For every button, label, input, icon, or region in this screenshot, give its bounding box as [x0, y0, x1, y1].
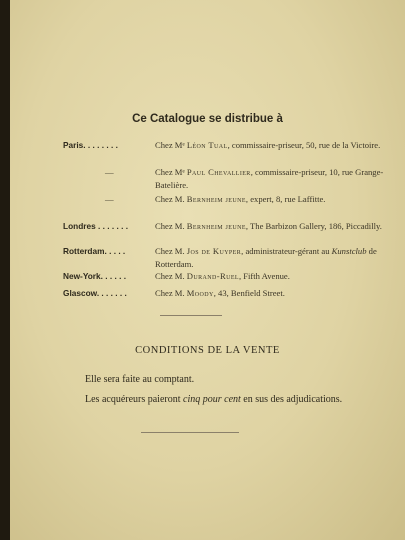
divider	[160, 315, 222, 316]
entry-address: , The Barbizon Gallery, 186, Piccadilly.	[245, 221, 382, 231]
entry-dash: —	[105, 194, 114, 204]
catalogue-page	[10, 0, 405, 540]
divider	[141, 432, 239, 433]
entry-prefix: Chez Mᵉ	[155, 167, 187, 177]
entry-name: Bernheim jeune	[186, 221, 246, 231]
entry-prefix: Chez M.	[155, 221, 187, 231]
entry-info	[155, 245, 387, 271]
entry-info	[155, 166, 387, 192]
entry-name: Bernheim jeune	[186, 194, 246, 204]
entry-info	[155, 139, 387, 152]
entry-name: Moody	[186, 288, 214, 298]
paragraph-text-end: en sus des adjudications.	[240, 394, 343, 405]
entry-prefix: Chez M.	[155, 271, 187, 281]
entry-prefix: Chez M.	[155, 288, 187, 298]
entry-name: Paul Chevallier	[186, 167, 251, 177]
entry-prefix: Chez M.	[155, 194, 187, 204]
entry-place: New-York. . . . . .	[63, 271, 127, 281]
entry-info	[155, 220, 387, 233]
entry-place: Rotterdam. . . . .	[63, 246, 126, 256]
entry-address: , administrateur-gérant au	[241, 246, 332, 256]
entry-address: , 43, Benfield Street.	[213, 288, 285, 298]
conditions-paragraph-percent	[65, 392, 345, 407]
entry-address: , commissaire-priseur, 50, rue de la Victoire.	[227, 140, 381, 150]
entry-name: Durand-Ruel	[186, 271, 239, 281]
conditions-paragraph: Elle sera faite au comptant.	[85, 374, 195, 385]
entry-info	[155, 287, 387, 300]
entry-place: Paris. . . . . . . .	[63, 140, 118, 150]
entry-address: , Fifth Avenue.	[238, 271, 290, 281]
entry-prefix: Chez Mᵉ	[155, 140, 187, 150]
entry-dash: —	[105, 167, 114, 177]
entry-info	[155, 193, 387, 206]
entry-info	[155, 270, 387, 283]
entry-prefix: Chez M.	[155, 246, 187, 256]
catalogue-heading: Ce Catalogue se distribue à	[132, 113, 283, 125]
entry-address: , commissaire-priseur, 10, rue Grange-Batelière.	[155, 167, 384, 190]
entry-place: Londres . . . . . . .	[63, 221, 129, 231]
entry-address-end: de Rotterdam.	[155, 246, 377, 269]
entry-name: Léon Tual	[186, 140, 228, 150]
entry-place: Glascow. . . . . . .	[63, 288, 127, 298]
entry-address: , expert, 8, rue Laffitte.	[245, 194, 326, 204]
entry-name: Jos de Kuyper	[186, 246, 242, 256]
entry-club: Kunstclub	[331, 246, 367, 256]
paragraph-italic: cinq pour cent	[183, 394, 241, 405]
conditions-title: CONDITIONS DE LA VENTE	[135, 345, 280, 356]
paragraph-text: Les acquéreurs paieront	[85, 394, 184, 405]
